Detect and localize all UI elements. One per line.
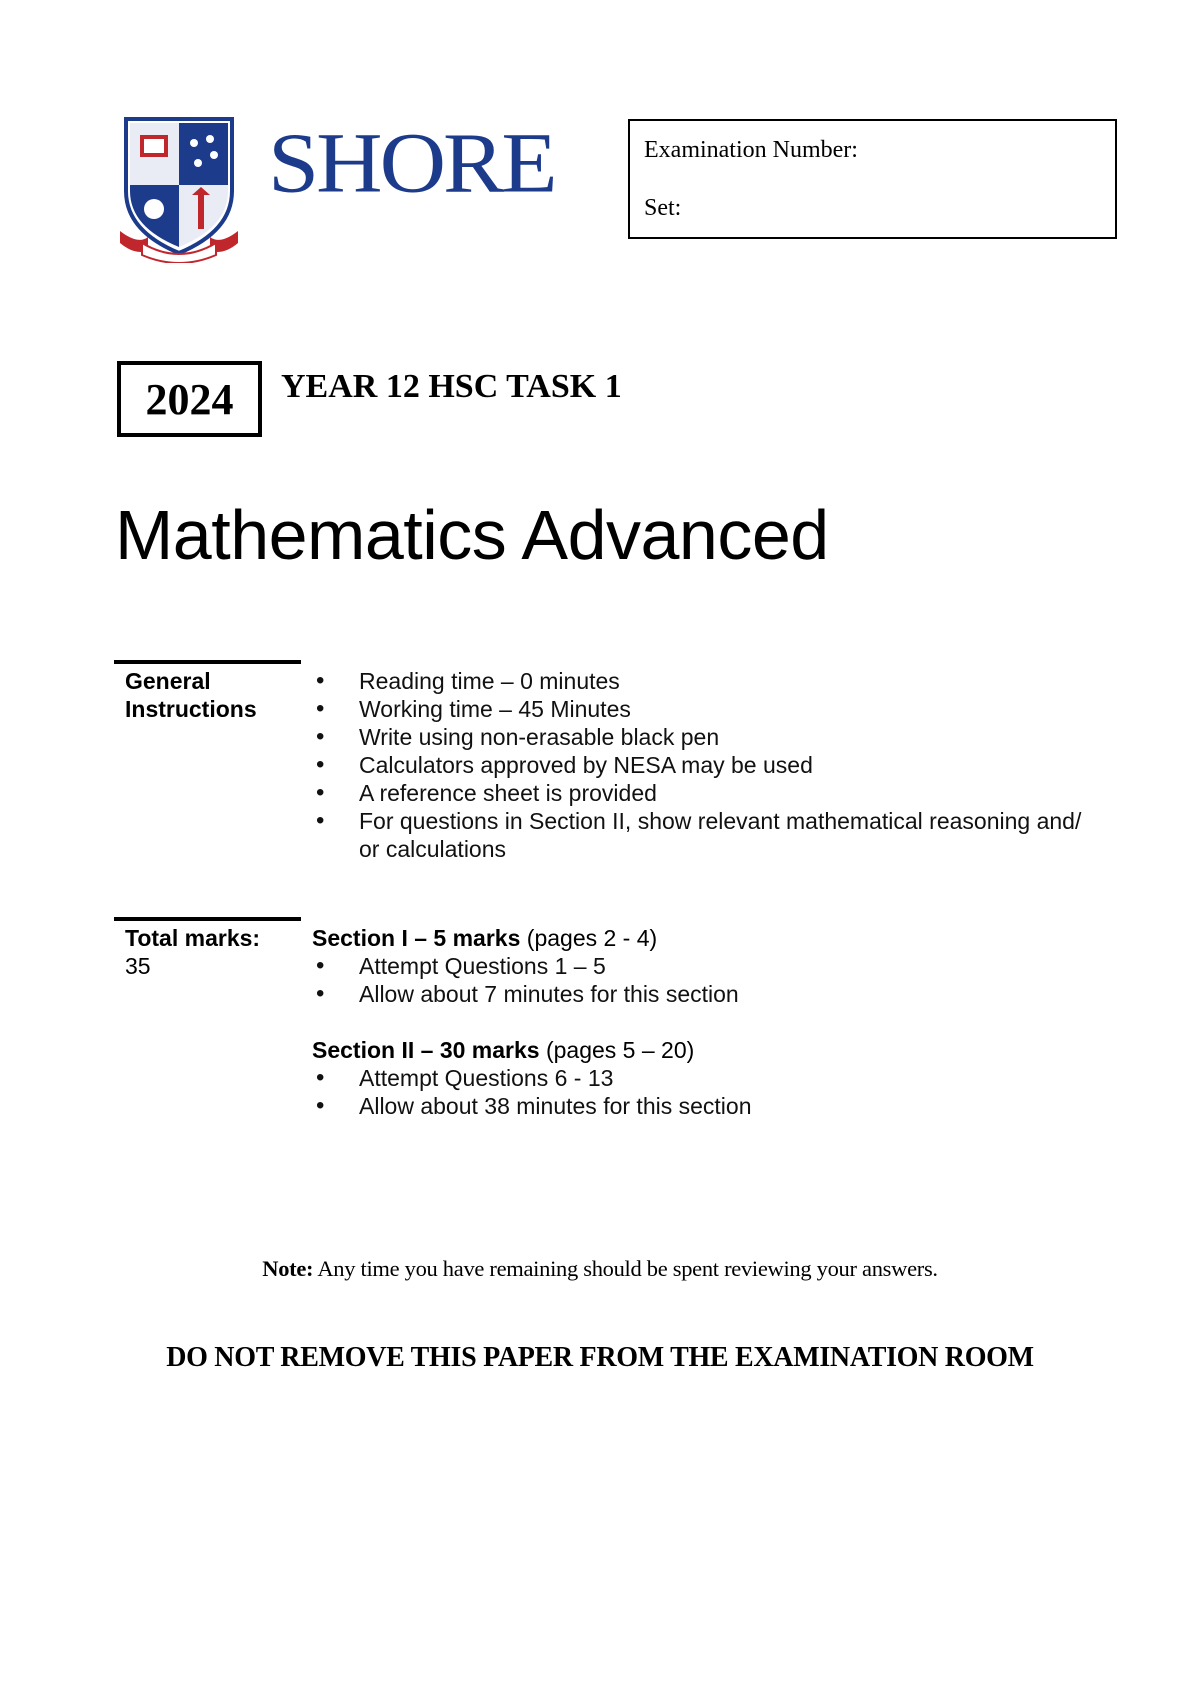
section-two-title: Section II – 30 marks bbox=[312, 1037, 540, 1063]
general-instructions-rule bbox=[114, 660, 301, 664]
note-text: Any time you have remaining should be spent reviewing your answers. bbox=[317, 1256, 938, 1281]
instruction-item: • A reference sheet is provided bbox=[314, 779, 1094, 807]
note-line bbox=[0, 1256, 1200, 1282]
general-label-line2: Instructions bbox=[125, 696, 257, 722]
section-one-heading bbox=[312, 924, 1092, 952]
total-marks-rule bbox=[114, 917, 301, 921]
subject-title: Mathematics Advanced bbox=[115, 496, 829, 574]
do-not-remove-warning: DO NOT REMOVE THIS PAPER FROM THE EXAMINATION ROOM bbox=[166, 1342, 1034, 1373]
instruction-item: • Write using non-erasable black pen bbox=[314, 723, 1094, 751]
section-one-title: Section I – 5 marks bbox=[312, 925, 521, 951]
section-two-pages: (pages 5 – 20) bbox=[545, 1037, 695, 1063]
section-one-list bbox=[314, 952, 1092, 1008]
instruction-item: • For questions in Section II, show relevant mathematical reasoning and/ or calculations bbox=[314, 807, 1094, 863]
section-two bbox=[312, 1036, 1092, 1120]
task-title: YEAR 12 HSC TASK 1 bbox=[281, 368, 622, 405]
total-marks-label bbox=[125, 924, 260, 980]
section-one-pages: (pages 2 - 4) bbox=[526, 925, 658, 951]
section-one-item: • Attempt Questions 1 – 5 bbox=[314, 952, 1092, 980]
set-label: Set: bbox=[644, 195, 682, 221]
instruction-item: • Calculators approved by NESA may be used bbox=[314, 751, 1094, 779]
instruction-item: • Reading time – 0 minutes bbox=[314, 667, 1094, 695]
section-two-heading bbox=[312, 1036, 1092, 1064]
examination-number-box bbox=[628, 119, 1117, 239]
section-two-item: • Attempt Questions 6 - 13 bbox=[314, 1064, 1092, 1092]
general-label-line1: General bbox=[125, 668, 211, 694]
note-label: Note: bbox=[262, 1256, 314, 1281]
total-marks-title: Total marks: bbox=[125, 925, 261, 951]
section-two-list bbox=[314, 1064, 1092, 1120]
general-instructions-label bbox=[125, 667, 257, 723]
section-one bbox=[312, 924, 1092, 1008]
total-marks-value: 35 bbox=[125, 953, 151, 979]
examination-number-label: Examination Number: bbox=[644, 137, 858, 163]
instruction-item: • Working time – 45 Minutes bbox=[314, 695, 1094, 723]
year-box: 2024 bbox=[117, 361, 262, 437]
school-crest-icon bbox=[118, 113, 240, 263]
general-instructions-list bbox=[314, 667, 1094, 863]
school-wordmark: SHORE bbox=[268, 115, 555, 211]
section-two-item: • Allow about 38 minutes for this section bbox=[314, 1092, 1092, 1120]
section-one-item: • Allow about 7 minutes for this section bbox=[314, 980, 1092, 1008]
